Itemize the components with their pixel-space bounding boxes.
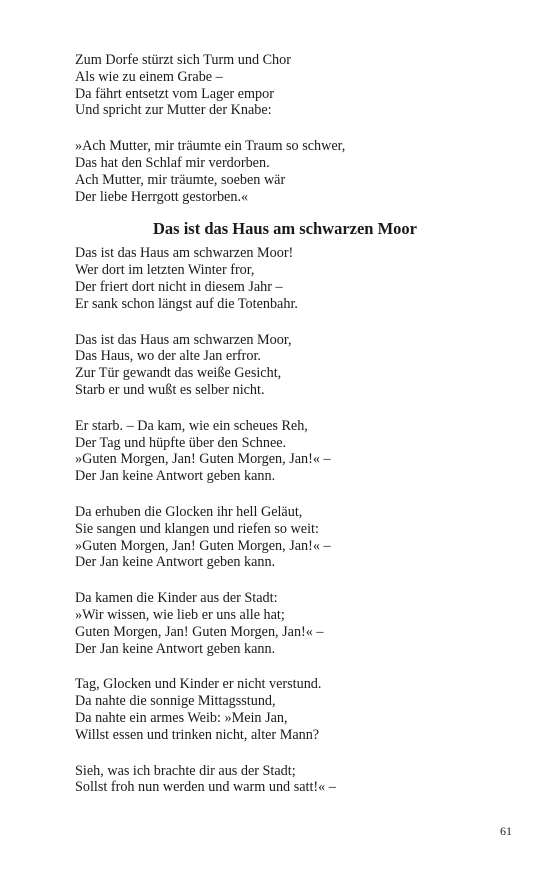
verse-line: Der Jan keine Antwort geben kann.: [75, 640, 276, 657]
verse-line: Zum Dorfe stürzt sich Turm und Chor: [75, 52, 291, 68]
verse-line: Sie sangen und klangen und riefen so weit:: [75, 520, 319, 537]
verse-line: Da fährt entsetzt vom Lager empor: [75, 85, 274, 102]
stanza: [75, 245, 495, 312]
verse-line: Da nahte die sonnige Mittagsstund,: [75, 693, 276, 710]
previous-poem-ending: [75, 52, 495, 205]
verse-line: Da erhuben die Glocken ihr hell Geläut,: [75, 503, 303, 520]
verse-line: Das ist das Haus am schwarzen Moor,: [75, 331, 292, 348]
verse-line: Der Jan keine Antwort geben kann.: [75, 468, 276, 485]
verse-line: Der friert dort nicht in diesem Jahr –: [75, 278, 283, 295]
verse-line: Der Jan keine Antwort geben kann.: [75, 554, 276, 571]
verse-line: Willst essen und trinken nicht, alter Mann?: [75, 726, 320, 743]
page-number: 61: [500, 824, 512, 838]
verse-line: »Ach Mutter, mir träumte ein Traum so schwer,: [75, 138, 346, 155]
stanza: [75, 52, 495, 119]
stanza: [75, 418, 495, 485]
verse-line: Da kamen die Kinder aus der Stadt:: [75, 590, 278, 607]
verse-line: Guten Morgen, Jan! Guten Morgen, Jan!« –: [75, 623, 324, 640]
verse-line: »Guten Morgen, Jan! Guten Morgen, Jan!« –: [75, 537, 331, 554]
verse-line: Er sank schon längst auf die Totenbahr.: [75, 295, 298, 312]
verse-line: Starb er und wußt es selber nicht.: [75, 381, 265, 398]
verse-line: »Wir wissen, wie lieb er uns alle hat;: [75, 606, 285, 623]
stanza: [75, 138, 495, 205]
poem-title: Das ist das Haus am schwarzen Moor: [153, 219, 417, 239]
verse-line: Ach Mutter, mir träumte, soeben wär: [75, 171, 286, 188]
poem-body: [75, 245, 495, 796]
stanza: [75, 590, 495, 657]
stanza: [75, 676, 495, 743]
stanza: [75, 332, 495, 399]
verse-line: Und spricht zur Mutter der Knabe:: [75, 102, 272, 119]
verse-line: »Guten Morgen, Jan! Guten Morgen, Jan!« –: [75, 451, 331, 468]
verse-line: Wer dort im letzten Winter fror,: [75, 262, 255, 279]
verse-line: Sollst froh nun werden und warm und satt!« –: [75, 779, 336, 796]
book-page: [75, 52, 495, 815]
verse-line: Der Tag und hüpfte über den Schnee.: [75, 434, 287, 451]
stanza: [75, 763, 495, 797]
verse-line: Tag, Glocken und Kinder er nicht verstund.: [75, 676, 322, 693]
stanza: [75, 504, 495, 571]
verse-line: Zur Tür gewandt das weiße Gesicht,: [75, 365, 282, 382]
verse-line: Der liebe Herrgott gestorben.«: [75, 188, 249, 205]
verse-line: Als wie zu einem Grabe –: [75, 68, 223, 85]
verse-line: Das ist das Haus am schwarzen Moor!: [75, 245, 294, 262]
verse-line: Sieh, was ich brachte dir aus der Stadt;: [75, 762, 296, 779]
verse-line: Er starb. – Da kam, wie ein scheues Reh,: [75, 417, 308, 434]
verse-line: Da nahte ein armes Weib: »Mein Jan,: [75, 709, 288, 726]
verse-line: Das Haus, wo der alte Jan erfror.: [75, 348, 261, 365]
verse-line: Das hat den Schlaf mir verdorben.: [75, 154, 270, 171]
